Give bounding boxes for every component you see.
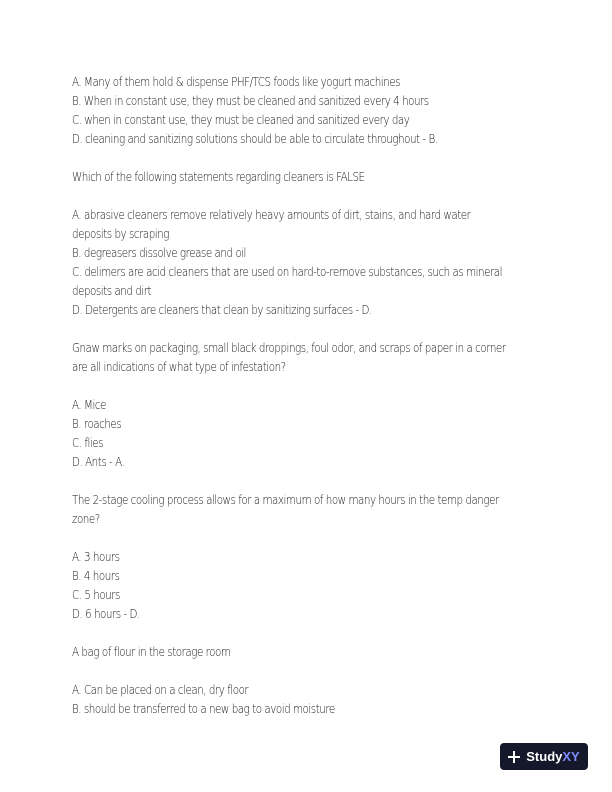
text-line: A. Can be placed on a clean, dry floor (72, 683, 249, 697)
text-line: B. roaches (72, 417, 122, 431)
brand-accent: XY (562, 749, 580, 764)
paragraph-gap (72, 472, 540, 491)
question-line: Gnaw marks on packaging, small black droppings, foul odor, and scraps of paper in a corner (72, 341, 506, 355)
studyxy-badge[interactable] (500, 743, 588, 770)
document-body (72, 73, 540, 719)
plus-icon (508, 751, 520, 763)
text-line: deposits and dirt (72, 284, 152, 298)
text-line: B. degreasers dissolve grease and oil (72, 246, 246, 260)
question-line: are all indications of what type of infestation? (72, 360, 286, 374)
brand-logo-text (526, 749, 579, 764)
text-line: D. 6 hours - D. (72, 607, 140, 621)
paragraph-gap (72, 529, 540, 548)
text-line: C. delimers are acid cleaners that are used on hard-to-remove substances, such as mineral (72, 265, 503, 279)
paragraph-gap (72, 624, 540, 643)
paragraph-gap (72, 320, 540, 339)
paragraph-gap (72, 187, 540, 206)
text-line: A. abrasive cleaners remove relatively heavy amounts of dirt, stains, and hard water (72, 208, 471, 222)
question-line: Which of the following statements regarding cleaners is FALSE (72, 170, 365, 184)
question-line: A bag of flour in the storage room (72, 645, 231, 659)
text-line: D. Ants - A. (72, 455, 125, 469)
paragraph-gap (72, 662, 540, 681)
text-line: D. cleaning and sanitizing solutions should be able to circulate throughout - B. (72, 132, 438, 146)
paragraph-gap (72, 149, 540, 168)
text-line: A. Mice (72, 398, 106, 412)
text-line: B. 4 hours (72, 569, 120, 583)
text-line: C. when in constant use, they must be cleaned and sanitized every day (72, 113, 410, 127)
text-line: B. When in constant use, they must be cleaned and sanitized every 4 hours (72, 94, 429, 108)
text-line: A. 3 hours (72, 550, 120, 564)
text-line: C. flies (72, 436, 104, 450)
text-line: B. should be transferred to a new bag to avoid moisture (72, 702, 335, 716)
paragraph-gap (72, 377, 540, 396)
question-line: zone? (72, 512, 100, 526)
brand-main: Study (526, 749, 563, 764)
text-line: A. Many of them hold & dispense PHF/TCS foods like yogurt machines (72, 75, 401, 89)
text-line: D. Detergents are cleaners that clean by sanitizing surfaces - D. (72, 303, 372, 317)
text-line: C. 5 hours (72, 588, 120, 602)
question-line: The 2-stage cooling process allows for a maximum of how many hours in the temp danger (72, 493, 499, 507)
text-line: deposits by scraping (72, 227, 169, 241)
